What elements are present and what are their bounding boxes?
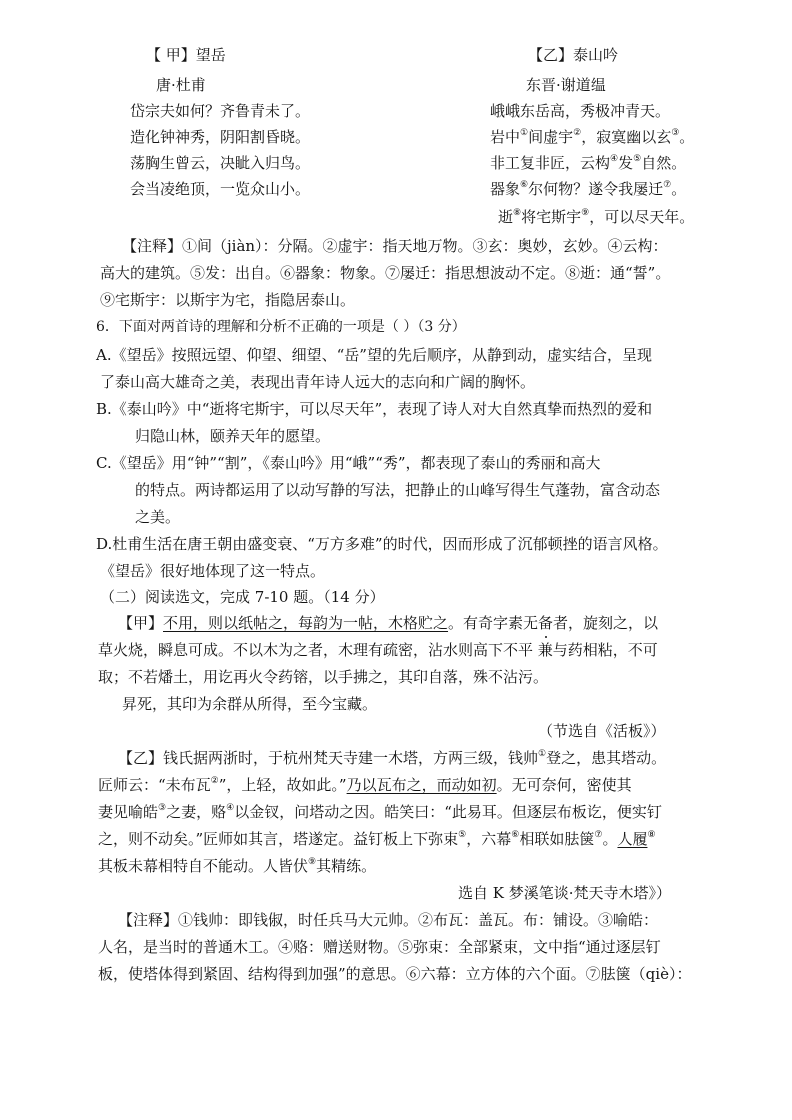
passage-yi-line: 【乙】钱氏据两浙时，于杭州梵天寺建一木塔，方两三级，钱帅①登之，患其塔动。 (118, 749, 667, 767)
poem-yi-line: 岩中①间虚宇②，寂寞幽以玄③。 (490, 128, 695, 146)
option-c-cont: 之美。 (135, 508, 181, 526)
underlined-sentence: 不用，则以纸帖之，每韵为一帖，木格贮之 (163, 614, 449, 632)
poem-notes-line: 高大的建筑。⑤发：出自。⑥器象：物象。⑦屡迁：指思想波动不定。⑧逝：通“誓”。 (100, 264, 671, 282)
poem-yi-line: 器象⑥尔何物？遂令我屡迁⑦。 (490, 180, 687, 198)
poem-jia-line: 荡胸生曾云，决眦入归鸟。 (130, 154, 311, 172)
poem-yi-line: 峨峨东岳高，秀极冲青天。 (490, 102, 671, 120)
option-d: D.杜甫生活在唐王朝由盛变衰、“万方多难”的时代，因而形成了沉郁顿挫的语言风格。 (96, 535, 668, 553)
option-b-cont: 归隐山林，颐养天年的愿望。 (135, 427, 331, 445)
passage-notes-line: 人名，是当时的普通木工。④赂：赠送财物。⑤弥束：全部紧束，文中指“通过逐层钉 (98, 938, 661, 956)
poem-jia-title: 【 甲】望岳 (146, 46, 226, 64)
option-b: B.《泰山吟》中“逝将宅斯宇，可以尽天年”，表现了诗人对大自然真挚而热烈的爱和 (96, 400, 653, 418)
passage-jia-line: 草火烧，瞬息可成。不以木为之者，木理有疏密，沾水则高下不平 兼与药相粘，不可 (98, 641, 658, 659)
poem-jia-line: 会当凌绝顶，一览众山小。 (130, 180, 311, 198)
poem-jia-author: 唐·杜甫 (156, 76, 206, 94)
poem-yi-line: 非工复非匠，云构④发⑤自然。 (490, 154, 687, 172)
option-c-cont: 的特点。两诗都运用了以动写静的写法，把静止的山峰写得生气蓬勃，富含动态 (135, 481, 661, 499)
passage-yi-line: 其板未幕相特自不能动。人皆伏⑨其精练。 (98, 857, 377, 875)
poem-notes-line: ⑨宅斯宇：以斯宇为宅，指隐居泰山。 (100, 291, 356, 309)
passage-notes-line: 【注释】①钱帅：即钱俶，时任兵马大元帅。②布瓦：盖瓦。布：铺设。③喻皓： (118, 911, 659, 929)
poem-yi-title: 【乙】泰山吟 (528, 46, 619, 64)
option-c: C.《望岳》用“钟”“割”，《泰山吟》用“峨”“秀”，都表现了泰山的秀丽和高大 (96, 454, 601, 472)
passage-notes-line: 板，使塔体得到紧固、结构得到加强”的意思。⑥六幕：立方体的六个面。⑦胠箧（qiè）： (98, 965, 692, 983)
option-a-cont: 了泰山高大雄奇之美，表现出青年诗人远大的志向和广阔的胸怀。 (100, 373, 536, 391)
poem-jia-line: 造化钟神秀，阴阳割昏晓。 (130, 128, 311, 146)
question-6-stem: 6．下面对两首诗的理解和分析不正确的一项是（ ）（3 分） (96, 319, 466, 335)
passage-yi-line: 妻见喻皓③之妻，赂④以金钗，问塔动之因。皓笑曰：“此易耳。但逐层布板讫，便实钉 (98, 803, 662, 821)
poem-yi-author: 东晋·谢道缊 (526, 76, 606, 94)
poem-notes-line: 【注释】①间（jiàn）：分隔。②虚宇：指天地万物。③玄：奥妙，玄妙。④云构： (122, 237, 668, 255)
poem-yi-line: 逝⑧将宅斯宇⑨，可以尽天年。 (498, 208, 695, 226)
option-d-cont: 《望岳》很好地体现了这一特点。 (100, 562, 326, 580)
option-a: A.《望岳》按照远望、仰望、细望、“岳”望的先后顺序，从静到动，虚实结合，呈现 (96, 346, 652, 364)
passage-yi-source: 选自 K 梦溪笔谈·梵天寺木塔》） (458, 884, 672, 902)
underlined-sentence: 乃以瓦布之，而动如初 (346, 776, 497, 794)
passage-jia-line: 取；不若燔土，用讫再火令药镕，以手拂之，其印自落，殊不沾污。 (98, 668, 549, 686)
section-2-heading: （二）阅读选文，完成 7-10 题。（14 分） (100, 588, 385, 606)
poem-jia-line: 岱宗夫如何？齐鲁青未了。 (130, 102, 311, 120)
passage-jia-source: （节选自《活板》） (538, 722, 666, 740)
passage-yi-line: 之，则不动矣。”匠师如其言，塔遂定。益钉板上下弥束⑤，六幕⑥相联如胠箧⑦。人履⑧ (98, 830, 656, 848)
emphasis-dot (545, 636, 547, 638)
passage-jia-line: 昇死，其印为余群从所得，至今宝藏。 (122, 695, 378, 713)
passage-yi-line: 匠师云：“未布瓦②”，上轻，故如此。”乃以瓦布之，而动如初。无可奈何，密使其 (98, 776, 632, 794)
passage-jia-line: 【甲】不用，则以纸帖之，每韵为一帖，木格贮之。有奇字素无备者，旋刻之，以 (118, 614, 659, 632)
underlined-sentence: 人履 (617, 830, 648, 848)
